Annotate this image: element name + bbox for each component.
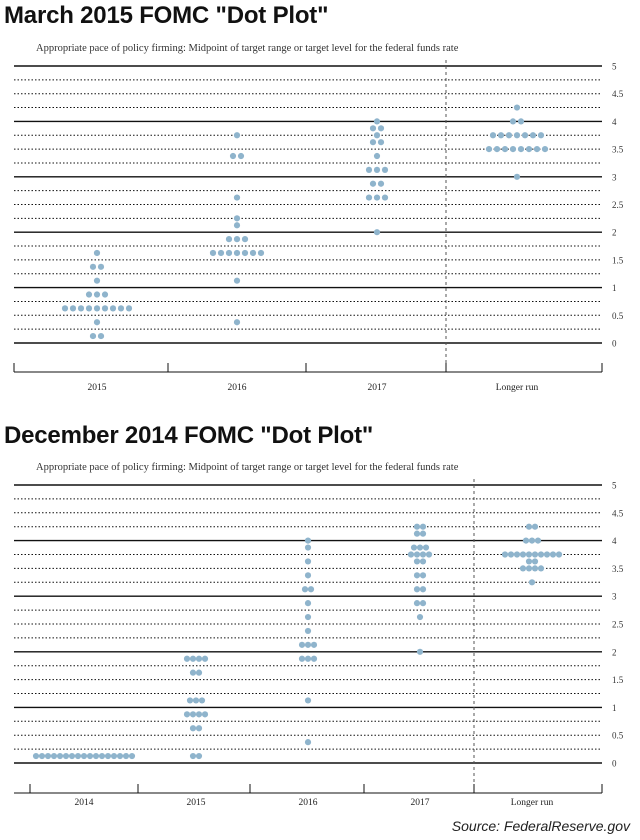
participant-dot — [510, 146, 516, 152]
participant-dot — [234, 250, 240, 256]
participant-dot — [102, 305, 108, 311]
participant-dot — [420, 531, 426, 537]
participant-dot — [234, 278, 240, 284]
participant-dot — [502, 146, 508, 152]
participant-dot — [39, 753, 45, 759]
x-tick-label: 2014 — [74, 798, 94, 808]
participant-dot — [129, 753, 135, 759]
chart-title-december-2014: December 2014 FOMC "Dot Plot" — [4, 422, 374, 449]
chart-subtitle-march-2015: Appropriate pace of policy firming: Midpoint of target range or target level for the federal funds rate — [36, 43, 459, 54]
participant-dot — [538, 551, 544, 557]
participant-dot — [78, 305, 84, 311]
participant-dot — [305, 538, 311, 544]
participant-dot — [62, 305, 68, 311]
y-tick-label: 4.5 — [612, 508, 624, 519]
participant-dot — [532, 558, 538, 564]
participant-dot — [414, 558, 420, 564]
participant-dot — [98, 333, 104, 339]
participant-dot — [417, 614, 423, 620]
y-tick-label: 5 — [612, 61, 617, 72]
x-tick-label: 2017 — [367, 383, 387, 393]
participant-dot — [486, 146, 492, 152]
participant-dot — [75, 753, 81, 759]
participant-dot — [305, 697, 311, 703]
participant-dot — [234, 236, 240, 242]
participant-dot — [420, 572, 426, 578]
participant-dot — [250, 250, 256, 256]
chart-subtitle-december-2014: Appropriate pace of policy firming: Midpoint of target range or target level for the federal funds rate — [36, 462, 459, 473]
participant-dot — [378, 125, 384, 131]
participant-dot — [544, 551, 550, 557]
participant-dot — [414, 586, 420, 592]
participant-dot — [514, 174, 520, 180]
participant-dot — [123, 753, 129, 759]
participant-dot — [411, 544, 417, 550]
participant-dot — [305, 558, 311, 564]
source-note: Source: FederalReserve.gov — [451, 818, 630, 834]
y-tick-label: 1 — [612, 702, 617, 713]
participant-dot — [518, 146, 524, 152]
participant-dot — [308, 586, 314, 592]
participant-dot — [382, 194, 388, 200]
participant-dot — [532, 551, 538, 557]
dot-plot-march-2015 — [0, 0, 640, 410]
participant-dot — [86, 305, 92, 311]
participant-dot — [420, 524, 426, 530]
participant-dot — [414, 531, 420, 537]
participant-dot — [542, 146, 548, 152]
participant-dot — [126, 305, 132, 311]
participant-dot — [105, 753, 111, 759]
participant-dot — [238, 153, 244, 159]
participant-dot — [502, 551, 508, 557]
y-tick-label: 2 — [612, 227, 617, 238]
participant-dot — [118, 305, 124, 311]
participant-dot — [184, 656, 190, 662]
participant-dot — [382, 167, 388, 173]
participant-dot — [218, 250, 224, 256]
participant-dot — [94, 250, 100, 256]
participant-dot — [508, 551, 514, 557]
participant-dot — [110, 305, 116, 311]
participant-dot — [538, 565, 544, 571]
participant-dot — [366, 167, 372, 173]
y-tick-label: 3.5 — [612, 563, 624, 574]
x-tick-label: 2015 — [186, 798, 206, 808]
y-tick-label: 0 — [612, 338, 617, 349]
chart-title-march-2015: March 2015 FOMC "Dot Plot" — [4, 2, 329, 29]
participant-dot — [374, 153, 380, 159]
participant-dot — [520, 565, 526, 571]
participant-dot — [526, 146, 532, 152]
participant-dot — [98, 264, 104, 270]
y-tick-label: 4 — [612, 536, 617, 547]
x-tick-label: 2015 — [87, 383, 107, 393]
participant-dot — [374, 229, 380, 235]
participant-dot — [305, 544, 311, 550]
participant-dot — [420, 600, 426, 606]
participant-dot — [230, 153, 236, 159]
dot-plot-december-2014 — [0, 410, 640, 810]
participant-dot — [87, 753, 93, 759]
participant-dot — [196, 725, 202, 731]
y-tick-label: 3 — [612, 172, 617, 183]
participant-dot — [190, 670, 196, 676]
participant-dot — [366, 194, 372, 200]
participant-dot — [414, 524, 420, 530]
participant-dot — [226, 236, 232, 242]
participant-dot — [190, 656, 196, 662]
participant-dot — [305, 600, 311, 606]
participant-dot — [420, 558, 426, 564]
participant-dot — [417, 649, 423, 655]
participant-dot — [93, 753, 99, 759]
participant-dot — [102, 291, 108, 297]
participant-dot — [305, 628, 311, 634]
y-tick-label: 2 — [612, 647, 617, 658]
participant-dot — [374, 194, 380, 200]
participant-dot — [199, 697, 205, 703]
participant-dot — [506, 132, 512, 138]
participant-dot — [299, 642, 305, 648]
participant-dot — [529, 538, 535, 544]
participant-dot — [33, 753, 39, 759]
y-tick-label: 0.5 — [612, 730, 624, 741]
participant-dot — [550, 551, 556, 557]
participant-dot — [305, 739, 311, 745]
participant-dot — [556, 551, 562, 557]
participant-dot — [514, 104, 520, 110]
y-tick-label: 4 — [612, 116, 617, 127]
participant-dot — [311, 642, 317, 648]
participant-dot — [234, 222, 240, 228]
y-tick-label: 1.5 — [612, 255, 624, 266]
participant-dot — [414, 600, 420, 606]
participant-dot — [51, 753, 57, 759]
participant-dot — [94, 305, 100, 311]
y-tick-label: 2.5 — [612, 200, 624, 210]
participant-dot — [299, 656, 305, 662]
participant-dot — [94, 278, 100, 284]
participant-dot — [210, 250, 216, 256]
x-tick-label: Longer run — [510, 798, 554, 808]
participant-dot — [117, 753, 123, 759]
participant-dot — [305, 572, 311, 578]
participant-dot — [498, 132, 504, 138]
participant-dot — [526, 558, 532, 564]
participant-dot — [414, 551, 420, 557]
participant-dot — [242, 250, 248, 256]
participant-dot — [494, 146, 500, 152]
participant-dot — [305, 614, 311, 620]
participant-dot — [518, 118, 524, 124]
participant-dot — [522, 132, 528, 138]
participant-dot — [529, 579, 535, 585]
participant-dot — [535, 538, 541, 544]
participant-dot — [190, 753, 196, 759]
participant-dot — [57, 753, 63, 759]
participant-dot — [69, 753, 75, 759]
participant-dot — [242, 236, 248, 242]
participant-dot — [202, 711, 208, 717]
participant-dot — [90, 333, 96, 339]
participant-dot — [378, 139, 384, 145]
participant-dot — [520, 551, 526, 557]
participant-dot — [45, 753, 51, 759]
participant-dot — [534, 146, 540, 152]
participant-dot — [63, 753, 69, 759]
y-tick-label: 3 — [612, 591, 617, 602]
participant-dot — [414, 572, 420, 578]
y-tick-label: 4.5 — [612, 89, 624, 100]
participant-dot — [187, 697, 193, 703]
x-tick-label: Longer run — [495, 383, 539, 393]
participant-dot — [70, 305, 76, 311]
participant-dot — [526, 565, 532, 571]
participant-dot — [530, 132, 536, 138]
participant-dot — [490, 132, 496, 138]
participant-dot — [378, 181, 384, 187]
participant-dot — [90, 264, 96, 270]
participant-dot — [423, 544, 429, 550]
participant-dot — [532, 524, 538, 530]
participant-dot — [190, 711, 196, 717]
participant-dot — [514, 132, 520, 138]
participant-dot — [94, 291, 100, 297]
participant-dot — [226, 250, 232, 256]
participant-dot — [305, 642, 311, 648]
x-tick-label: 2016 — [298, 798, 318, 808]
participant-dot — [426, 551, 432, 557]
y-tick-label: 0.5 — [612, 310, 624, 321]
participant-dot — [196, 656, 202, 662]
participant-dot — [523, 538, 529, 544]
participant-dot — [417, 544, 423, 550]
participant-dot — [408, 551, 414, 557]
y-tick-label: 2.5 — [612, 619, 624, 630]
y-tick-label: 0 — [612, 758, 617, 769]
participant-dot — [234, 319, 240, 325]
participant-dot — [370, 181, 376, 187]
participant-dot — [196, 711, 202, 717]
participant-dot — [99, 753, 105, 759]
participant-dot — [86, 291, 92, 297]
y-tick-label: 3.5 — [612, 144, 624, 155]
participant-dot — [258, 250, 264, 256]
x-tick-label: 2016 — [227, 383, 247, 393]
participant-dot — [374, 118, 380, 124]
participant-dot — [202, 656, 208, 662]
x-tick-label: 2017 — [410, 798, 430, 808]
participant-dot — [190, 725, 196, 731]
participant-dot — [302, 586, 308, 592]
participant-dot — [370, 139, 376, 145]
participant-dot — [370, 125, 376, 131]
participant-dot — [526, 551, 532, 557]
participant-dot — [374, 167, 380, 173]
participant-dot — [538, 132, 544, 138]
participant-dot — [234, 132, 240, 138]
participant-dot — [94, 319, 100, 325]
participant-dot — [184, 711, 190, 717]
participant-dot — [420, 551, 426, 557]
participant-dot — [81, 753, 87, 759]
participant-dot — [234, 194, 240, 200]
participant-dot — [111, 753, 117, 759]
y-tick-label: 5 — [612, 480, 617, 491]
participant-dot — [374, 132, 380, 138]
participant-dot — [234, 215, 240, 221]
participant-dot — [532, 565, 538, 571]
participant-dot — [510, 118, 516, 124]
participant-dot — [311, 656, 317, 662]
participant-dot — [514, 551, 520, 557]
participant-dot — [305, 656, 311, 662]
participant-dot — [526, 524, 532, 530]
participant-dot — [196, 670, 202, 676]
participant-dot — [196, 753, 202, 759]
y-tick-label: 1 — [612, 283, 617, 294]
participant-dot — [420, 586, 426, 592]
y-tick-label: 1.5 — [612, 675, 624, 686]
participant-dot — [193, 697, 199, 703]
